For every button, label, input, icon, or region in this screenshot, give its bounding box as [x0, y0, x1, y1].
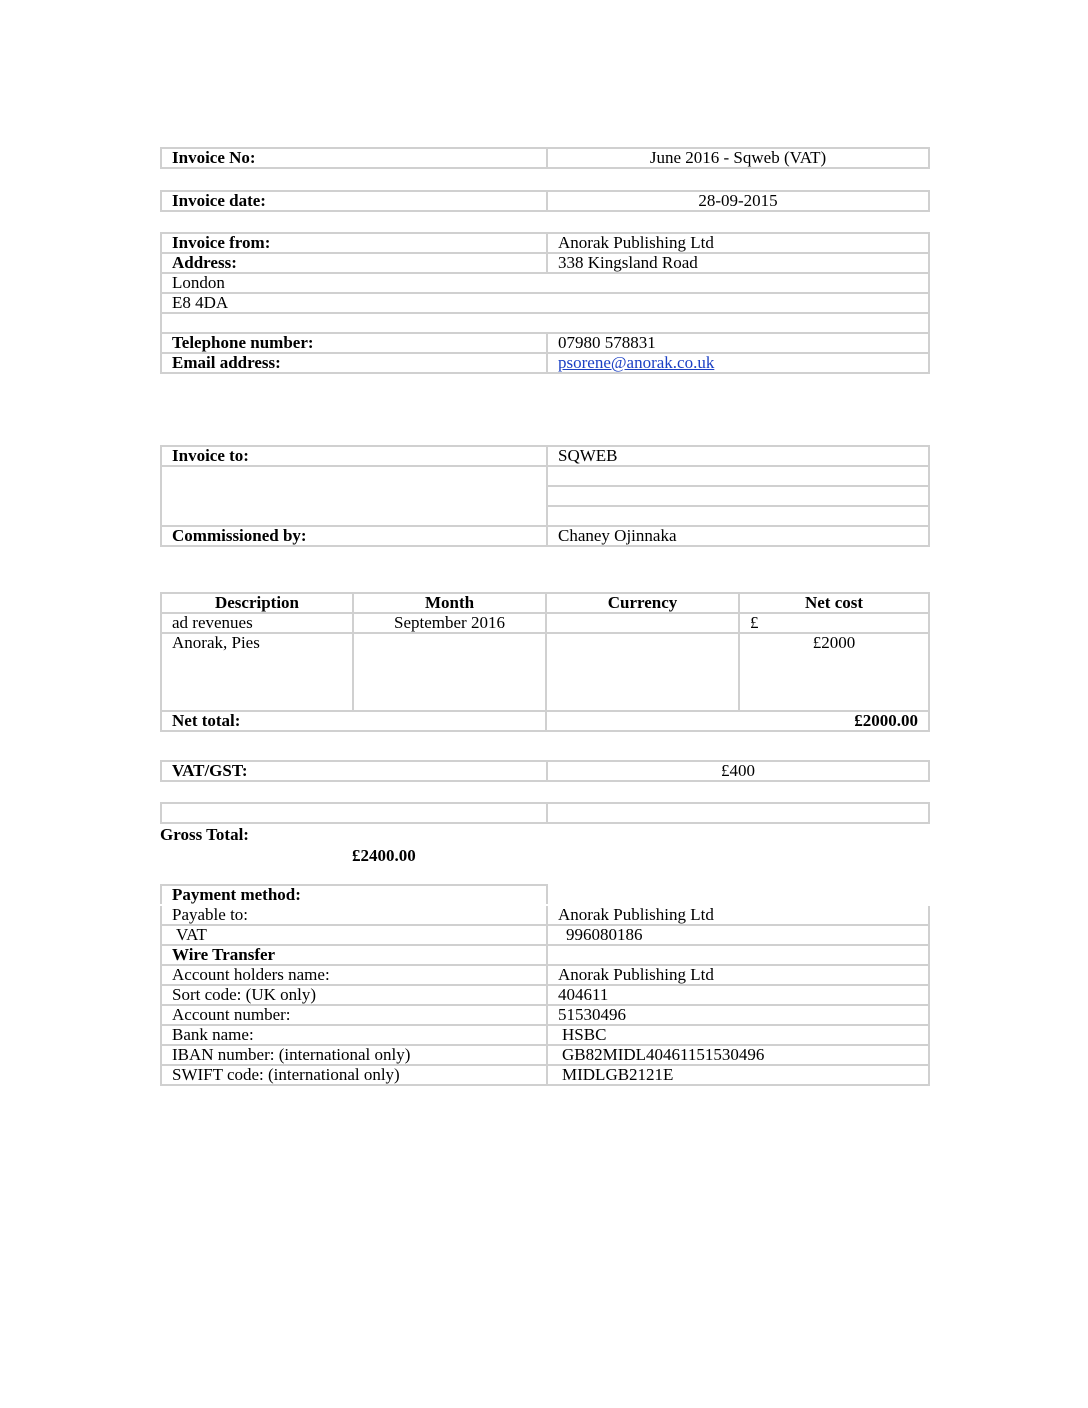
- account-number-value: 51530496: [547, 1005, 929, 1025]
- gross-blank-table: [160, 802, 930, 824]
- iban-label: IBAN number: (international only): [161, 1045, 547, 1065]
- invoice-no-label: Invoice No:: [161, 148, 547, 168]
- sort-code-label: Sort code: (UK only): [161, 985, 547, 1005]
- net-total-label: Net total:: [161, 711, 546, 731]
- account-holder-value: Anorak Publishing Ltd: [547, 965, 929, 985]
- account-number-label: Account number:: [161, 1005, 547, 1025]
- row1-currency: [546, 613, 739, 633]
- header-description: Description: [161, 593, 353, 613]
- invoice-to-line4: [547, 506, 929, 526]
- invoice-to-table: [160, 445, 930, 547]
- vat-label: VAT/GST:: [161, 761, 547, 781]
- invoice-from-value: Anorak Publishing Ltd: [547, 233, 929, 253]
- invoice-to-blank: [161, 466, 547, 526]
- invoice-no-table: [160, 147, 930, 169]
- email-label: Email address:: [161, 353, 547, 373]
- wire-transfer-blank: [547, 945, 929, 965]
- email-link[interactable]: psorene@anorak.co.uk: [558, 353, 715, 372]
- email-cell: [547, 353, 929, 373]
- vat-number-label: VAT: [161, 925, 547, 945]
- swift-value: MIDLGB2121E: [547, 1065, 929, 1085]
- gross-blank-right: [547, 803, 929, 823]
- invoice-date-table: [160, 190, 930, 212]
- net-total-value: £2000.00: [546, 711, 929, 731]
- iban-value: GB82MIDL40461151530496: [547, 1045, 929, 1065]
- vat-value: £400: [547, 761, 929, 781]
- row1-month: September 2016: [353, 613, 546, 633]
- swift-label: SWIFT code: (international only): [161, 1065, 547, 1085]
- row2-description: Anorak, Pies: [161, 633, 353, 711]
- sort-code-value: 404611: [547, 985, 929, 1005]
- table-row: [161, 613, 929, 633]
- invoice-to-line2: [547, 466, 929, 486]
- invoice-to-value: SQWEB: [547, 446, 929, 466]
- empty-row: [161, 313, 929, 333]
- bank-name-value: HSBC: [547, 1025, 929, 1045]
- payment-table: [160, 884, 930, 1086]
- address-line3: E8 4DA: [161, 293, 929, 313]
- table-row: [161, 633, 929, 711]
- address-label: Address:: [161, 253, 547, 273]
- vat-table: [160, 760, 930, 782]
- header-net-cost: Net cost: [739, 593, 929, 613]
- invoice-no-value: June 2016 - Sqweb (VAT): [547, 148, 929, 168]
- telephone-value: 07980 578831: [547, 333, 929, 353]
- row1-net-cost: £: [739, 613, 929, 633]
- gross-total-label: Gross Total:: [160, 825, 249, 844]
- payable-value: Anorak Publishing Ltd: [547, 905, 929, 925]
- invoice-from-label: Invoice from:: [161, 233, 547, 253]
- wire-transfer-label: Wire Transfer: [161, 945, 547, 965]
- invoice-date-value: 28-09-2015: [547, 191, 929, 211]
- row1-description: ad revenues: [161, 613, 353, 633]
- commissioned-value: Chaney Ojinnaka: [547, 526, 929, 546]
- items-table: [160, 592, 930, 732]
- row2-currency: [546, 633, 739, 711]
- header-month: Month: [353, 593, 546, 613]
- invoice-to-label: Invoice to:: [161, 446, 547, 466]
- invoice-to-line3: [547, 486, 929, 506]
- gross-blank-left: [161, 803, 547, 823]
- invoice-date-label: Invoice date:: [161, 191, 547, 211]
- commissioned-label: Commissioned by:: [161, 526, 547, 546]
- payable-label: Payable to:: [161, 905, 547, 925]
- vat-number-value: 996080186: [547, 925, 929, 945]
- bank-name-label: Bank name:: [161, 1025, 547, 1045]
- telephone-label: Telephone number:: [161, 333, 547, 353]
- payment-method-blank: [547, 885, 929, 905]
- account-holder-label: Account holders name:: [161, 965, 547, 985]
- row2-month: [353, 633, 546, 711]
- header-currency: Currency: [546, 593, 739, 613]
- row2-net-cost: £2000: [739, 633, 929, 711]
- payment-method-label: Payment method:: [161, 885, 547, 905]
- gross-total-value: £2400.00: [352, 846, 416, 865]
- address-line2: London: [161, 273, 929, 293]
- invoice-from-table: [160, 232, 930, 374]
- address-line1: 338 Kingsland Road: [547, 253, 929, 273]
